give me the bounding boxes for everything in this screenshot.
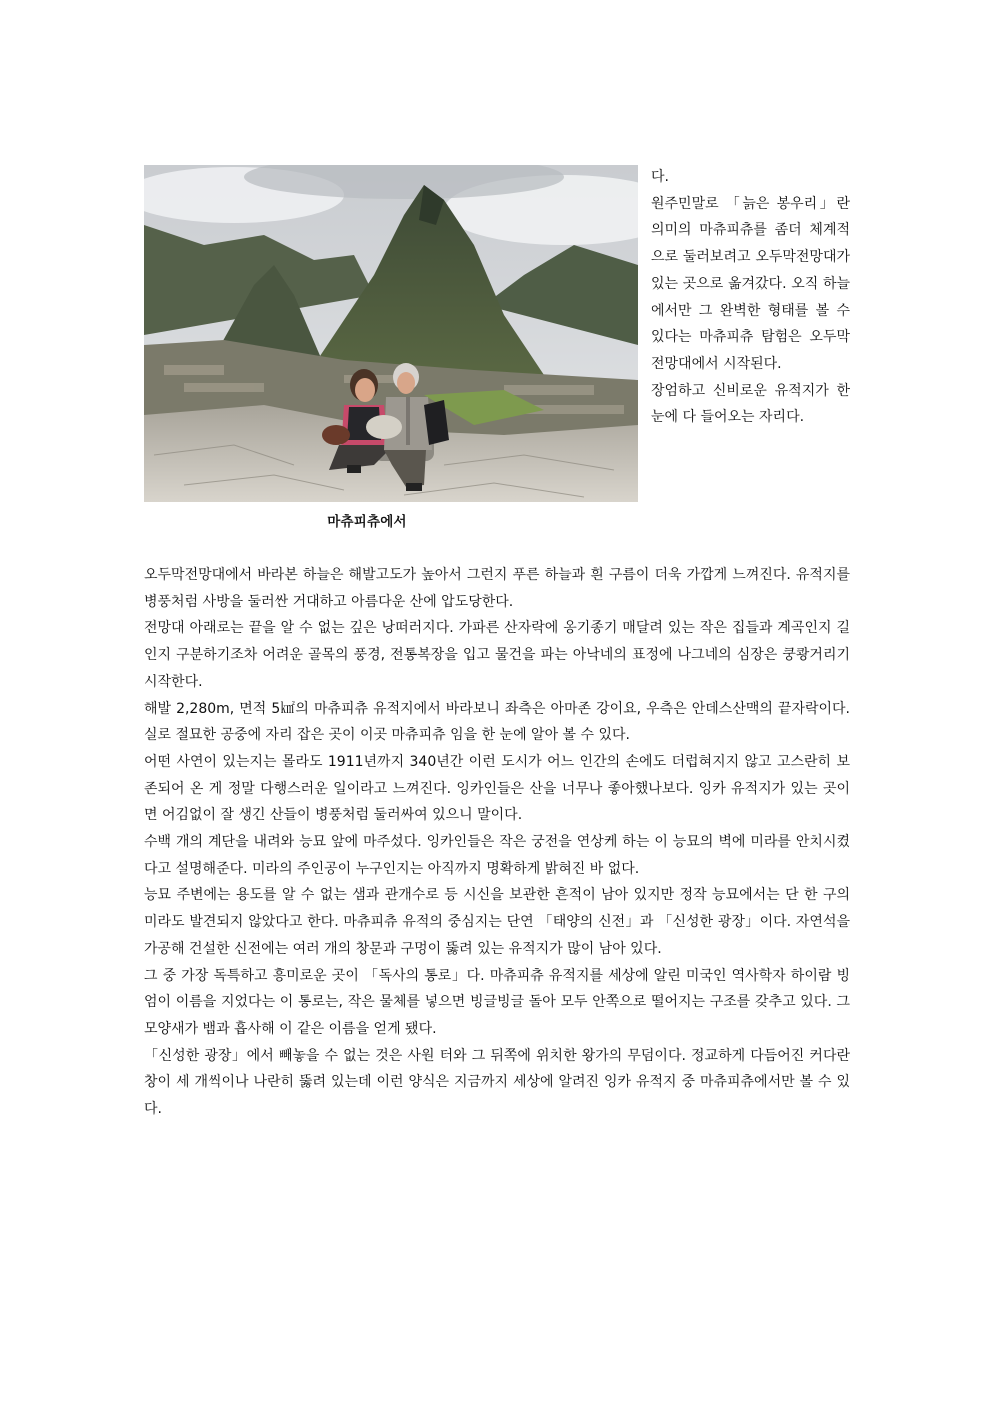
article-body: [144, 562, 850, 1123]
body-paragraph: 해발 2,280m, 면적 5㎢의 마츄피츄 유적지에서 바라보니 좌측은 아마존 강이요, 우측은 안데스산맥의 끝자락이다. 실로 절묘한 공중에 자리 잡은 곳이 이곳 마츄피츄 임을 한 눈에 알아 볼 수 있다.: [144, 700, 850, 744]
side-paragraph: 다.: [651, 169, 669, 185]
side-paragraph: 원주민말로 「늙은 봉우리」란 의미의 마츄피츄를 좀더 체계적으로 둘러보려고 오두막전망대가 있는 곳으로 옮겨갔다. 오직 하늘에서만 그 완벽한 형태를 볼 수 있다는 마츄피츄 탐험은 오두막 전망대에서 시작된다.: [651, 195, 850, 372]
machu-picchu-photo: [144, 165, 638, 502]
body-paragraph: 전망대 아래로는 끝을 알 수 없는 깊은 낭떠러지다. 가파른 산자락에 옹기종기 매달려 있는 작은 집들과 계곡인지 길인지 구분하기조차 어려운 골목의 풍경, 전통복장을 입고 물건을 파는 아낙네의 표정에 나그네의 심장은 쿵쾅거리기 시작한다.: [144, 620, 850, 690]
body-paragraph: 그 중 가장 독특하고 흥미로운 곳이 「독사의 통로」다. 마츄피츄 유적지를 세상에 알린 미국인 역사학자 하이람 빙엄이 이름을 지었다는 이 통로는, 작은 물체를 넣으면 빙글빙글 돌아 모두 안쪽으로 떨어지는 구조를 갖추고 있다. 그 모양새가 뱀과 흡사해 이 같은 이름을 얻게 됐다.: [144, 967, 850, 1037]
body-paragraph: 수백 개의 계단을 내려와 능묘 앞에 마주섰다. 잉카인들은 작은 궁전을 연상케 하는 이 능묘의 벽에 미라를 안치시켰다고 설명해준다. 미라의 주인공이 누구인지는 아직까지 명확하게 밝혀진 바 없다.: [144, 834, 850, 877]
side-column-text: [651, 164, 850, 431]
body-paragraph: 「신성한 광장」에서 빼놓을 수 없는 것은 사원 터와 그 뒤쪽에 위치한 왕가의 무덤이다. 정교하게 다듬어진 커다란 창이 세 개씩이나 나란히 뚫려 있는데 이런 양식은 지금까지 세상에 알려진 잉카 유적지 중 마츄피츄에서만 볼 수 있다.: [144, 1047, 850, 1118]
body-paragraph: 어떤 사연이 있는지는 몰라도 1911년까지 340년간 이런 도시가 어느 인간의 손에도 더럽혀지지 않고 고스란히 보존되어 온 게 정말 다행스러운 일이라고 느껴진다. 잉카인들은 산을 너무나 좋아했나보다. 잉카 유적지가 있는 곳이면 어김없이 잘 생긴 산들이 병풍처럼 둘러싸여 있으니 말이다.: [144, 753, 850, 824]
body-paragraph: 오두막전망대에서 바라본 하늘은 해발고도가 높아서 그런지 푸른 하늘과 흰 구름이 더욱 가깝게 느껴진다. 유적지를 병풍처럼 사방을 둘러싼 거대하고 아름다운 산에 압도당한다.: [144, 567, 850, 610]
body-paragraph: 능묘 주변에는 용도를 알 수 없는 샘과 관개수로 등 시신을 보관한 흔적이 남아 있지만 정작 능묘에서는 단 한 구의 미라도 발견되지 않았다고 한다. 마츄피츄 유적의 중심지는 단연 「태양의 신전」과 「신성한 광장」이다. 자연석을 가공해 건설한 신전에는 여러 개의 창문과 구멍이 뚫려 있는 유적지가 많이 남아 있다.: [144, 887, 850, 957]
side-paragraph: 장엄하고 신비로운 유적지가 한눈에 다 들어오는 자리다.: [651, 382, 850, 426]
photo-caption: 마츄피츄에서: [327, 514, 407, 530]
